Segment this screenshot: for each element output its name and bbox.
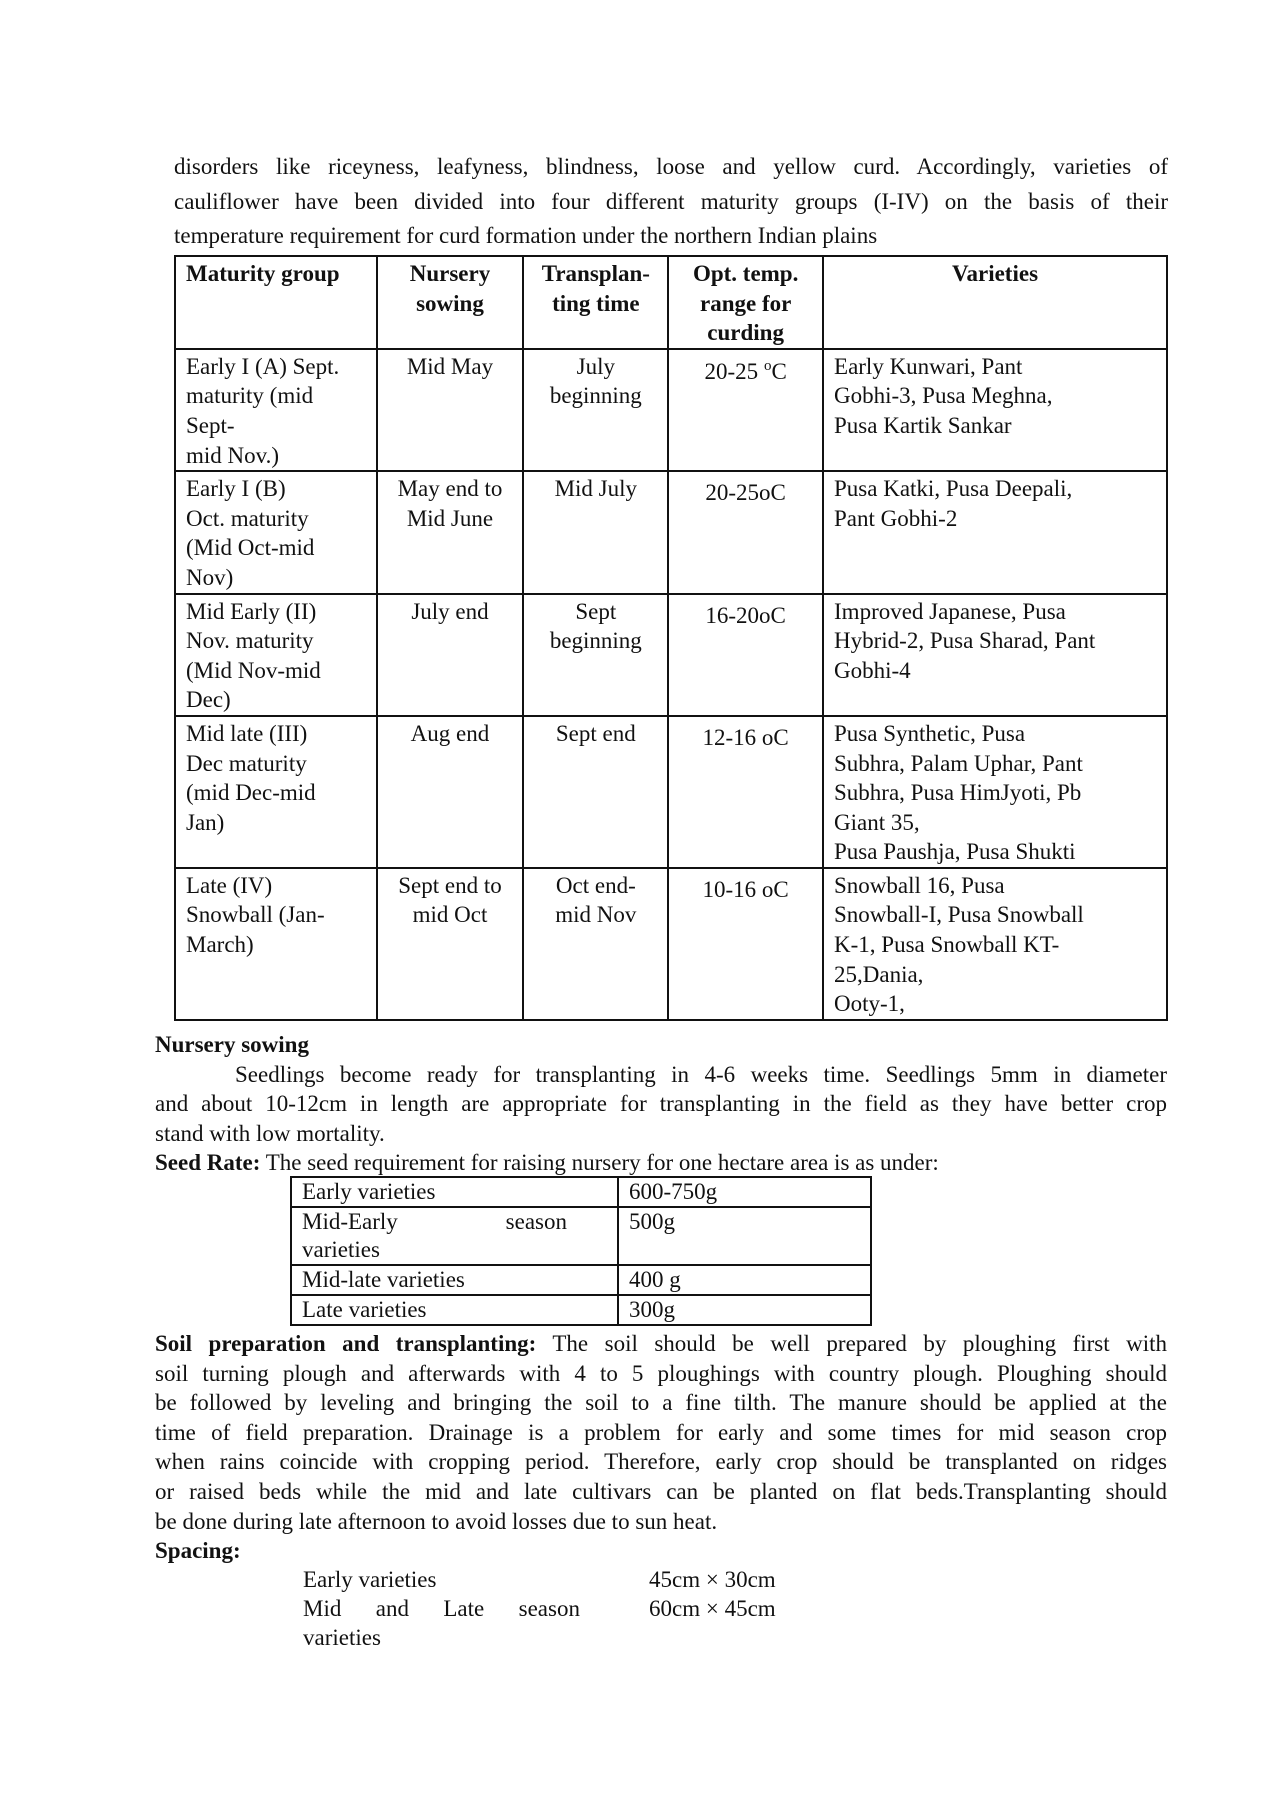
table-row [175, 716, 1167, 868]
cell-line: Dec maturity [186, 750, 307, 776]
paragraph-line [155, 1329, 1167, 1359]
cell-line: beginning [549, 628, 642, 654]
header-label: Varieties [952, 261, 1039, 286]
header-label: Transplan- [541, 261, 650, 286]
spacing-value: 45cm × 30cm [649, 1567, 776, 1592]
paragraph-line: stand with low mortality. [155, 1120, 385, 1146]
degree-symbol: o [763, 357, 772, 374]
header-varieties [823, 256, 1167, 349]
table-row [291, 1295, 871, 1325]
cell-transplanting-time [523, 594, 668, 716]
cell-line: Nov) [186, 564, 234, 590]
cell-maturity-group [175, 471, 377, 593]
temp-value: 20-25 [704, 358, 764, 384]
cell-line: Sept [575, 598, 617, 624]
cell-line: K-1, Pusa Snowball KT- [834, 932, 1060, 958]
paragraph-line: soil turning plough and afterwards with 4 to 5 ploughings with country plough. Ploughing should [155, 1360, 1167, 1386]
soil-preparation-section [155, 1329, 1167, 1566]
cell-variety: Mid-late varieties [291, 1265, 618, 1295]
word: and [375, 1596, 409, 1621]
table-header-row [175, 256, 1167, 349]
cell-line: (mid Dec-mid [186, 780, 316, 806]
maturity-group-table [174, 255, 1168, 1021]
cell-rate: 500g [618, 1207, 871, 1265]
cell-line: Gobhi-3, Pusa Meghna, [834, 383, 1053, 409]
cell-opt-temp [668, 471, 823, 593]
cell-line: Ooty-1, [834, 991, 905, 1017]
cell-line: mid Nov [555, 902, 637, 928]
spacing-variety: Early varieties [303, 1567, 437, 1592]
cell-maturity-group [175, 594, 377, 716]
header-label: range for [699, 290, 792, 316]
cell-line: Sept- [186, 412, 235, 438]
cell-line: March) [186, 932, 254, 958]
header-label: Opt. temp. [692, 261, 799, 286]
cell-line: Early Kunwari, Pant [834, 353, 1023, 379]
intro-line: temperature requirement for curd formation under the northern Indian plains [174, 223, 878, 249]
seed-rate-label: Seed Rate: [155, 1150, 261, 1176]
paragraph-line: time of field preparation. Drainage is a problem for early and some times for mid season crop [155, 1419, 1167, 1445]
header-nursery-sowing [377, 256, 524, 349]
cell-line: Improved Japanese, Pusa [834, 598, 1066, 624]
cell-variety: Early varieties [291, 1177, 618, 1207]
cell-line: Mid July [554, 476, 638, 502]
cell-line: 25,Dania, [834, 961, 924, 987]
cell-opt-temp [668, 716, 823, 868]
cell-line: Mid June [406, 505, 494, 531]
cell-line: May end to [397, 476, 503, 502]
seed-rate-line [155, 1148, 1167, 1178]
cell-line: Pusa Kartik Sankar [834, 412, 1012, 438]
cell-transplanting-time [523, 868, 668, 1020]
seed-rate-text: The seed requirement for raising nursery for one hectare area is as under: [260, 1150, 939, 1176]
spacing-value: 60cm × 45cm [649, 1596, 776, 1621]
table-row [291, 1265, 871, 1295]
section-heading: Spacing: [155, 1538, 241, 1564]
cell-opt-temp [668, 868, 823, 1020]
cell-line: Dec) [186, 687, 231, 713]
cell-varieties [823, 471, 1167, 593]
cell-variety [291, 1207, 618, 1265]
cell-line: mid Oct [412, 902, 488, 928]
cell-line: Oct. maturity [186, 505, 309, 531]
word: Mid [303, 1596, 342, 1621]
cell-nursery-sowing [377, 594, 524, 716]
paragraph-line: Seedlings become ready for transplanting in 4-6 weeks time. Seedlings 5mm in diameter [235, 1061, 1167, 1087]
paragraph-line: be followed by leveling and bringing the soil to a fine tilth. The manure should be applied at the [155, 1390, 1167, 1416]
cell-line: Pusa Paushja, Pusa Shukti [834, 839, 1076, 865]
cell-opt-temp [668, 594, 823, 716]
cell-line: Mid late (III) [186, 720, 308, 746]
cell-rate: 600-750g [618, 1177, 871, 1207]
cell-variety-line [302, 1208, 607, 1236]
cell-line: Giant 35, [834, 809, 920, 835]
cell-transplanting-time [523, 716, 668, 868]
spacing-variety [303, 1594, 580, 1624]
cell-line: Jan) [186, 809, 225, 835]
nursery-sowing-section [155, 1030, 1167, 1178]
cell-varieties [823, 868, 1167, 1020]
header-maturity-group [175, 256, 377, 349]
cell-rate: 400 g [618, 1265, 871, 1295]
table-row [175, 594, 1167, 716]
cell-line: Sept end to [398, 872, 502, 898]
cell-line: Hybrid-2, Pusa Sharad, Pant [834, 628, 1096, 654]
cell-line: Aug end [410, 720, 490, 746]
paragraph-text: The soil should be well prepared by ploughing first with [536, 1331, 1167, 1356]
cell-transplanting-time [523, 471, 668, 593]
cell-variety: Late varieties [291, 1295, 618, 1325]
paragraph-line: or raised beds while the mid and late cultivars can be planted on flat beds.Transplanting should [155, 1478, 1167, 1504]
cell-varieties [823, 594, 1167, 716]
word: Late [443, 1596, 485, 1621]
temp-value: 20-25oC [705, 480, 786, 506]
cell-line: beginning [549, 383, 642, 409]
header-opt-temp [668, 256, 823, 349]
seed-rate-table [290, 1176, 872, 1326]
intro-paragraph [174, 150, 1168, 254]
table-row [175, 868, 1167, 1020]
cell-nursery-sowing [377, 349, 524, 471]
paragraph-line: be done during late afternoon to avoid losses due to sun heat. [155, 1508, 718, 1534]
cell-line: Mid Early (II) [186, 598, 317, 624]
cell-line: Early I (A) Sept. [186, 353, 340, 379]
cell-maturity-group [175, 716, 377, 868]
cell-line: Snowball-I, Pusa Snowball [834, 902, 1084, 928]
cell-line: Snowball (Jan- [186, 902, 325, 928]
word: season [505, 1209, 567, 1234]
cell-line: Mid May [406, 353, 494, 379]
paragraph-line: when rains coincide with cropping period. Therefore, early crop should be transplanted on ridges [155, 1449, 1167, 1475]
cell-maturity-group [175, 349, 377, 471]
cell-nursery-sowing [377, 716, 524, 868]
temp-value: 10-16 oC [702, 876, 789, 902]
table-row [175, 471, 1167, 593]
word: varieties [302, 1237, 380, 1262]
cell-varieties [823, 716, 1167, 868]
header-label: sowing [416, 290, 484, 316]
cell-line: Late (IV) [186, 872, 273, 898]
cell-opt-temp [668, 349, 823, 471]
cell-transplanting-time [523, 349, 668, 471]
table-row [175, 349, 1167, 471]
header-label: ting time [552, 290, 640, 316]
cell-line: Gobhi-4 [834, 657, 911, 683]
cell-line: Subhra, Palam Uphar, Pant [834, 750, 1083, 776]
temp-value: 12-16 oC [702, 724, 789, 750]
cell-line: Early I (B) [186, 476, 286, 502]
cell-line: Pant Gobhi-2 [834, 505, 958, 531]
cell-varieties [823, 349, 1167, 471]
intro-line: cauliflower have been divided into four different maturity groups (I-IV) on the basis of their [174, 188, 1168, 214]
cell-nursery-sowing [377, 471, 524, 593]
header-transplanting-time [523, 256, 668, 349]
section-heading: Soil preparation and transplanting: [155, 1331, 537, 1356]
cell-maturity-group [175, 868, 377, 1020]
word: Mid-Early [302, 1209, 398, 1234]
cell-line: Oct end- [555, 872, 636, 898]
cell-line: July [576, 353, 615, 379]
intro-line: disorders like riceyness, leafyness, blindness, loose and yellow curd. Accordingly, varieties of [174, 154, 1168, 179]
cell-rate: 300g [618, 1295, 871, 1325]
temp-unit: C [771, 358, 787, 384]
temp-value: 16-20oC [705, 602, 786, 628]
header-label: Maturity group [186, 261, 340, 286]
cell-line: maturity (mid [186, 383, 314, 409]
cell-line: Snowball 16, Pusa [834, 872, 1005, 898]
table-row [291, 1177, 871, 1207]
section-heading: Nursery sowing [155, 1032, 309, 1057]
cell-line: Sept end [555, 720, 636, 746]
spacing-variety-cont: varieties [303, 1625, 381, 1650]
cell-line: Pusa Katki, Pusa Deepali, [834, 476, 1073, 502]
header-label: curding [707, 320, 784, 346]
paragraph-line: and about 10-12cm in length are appropriate for transplanting in the field as they have better crop [155, 1091, 1167, 1117]
cell-line: mid Nov.) [186, 442, 280, 468]
table-row [291, 1207, 871, 1265]
cell-line: July end [411, 598, 489, 624]
word: season [518, 1596, 580, 1621]
cell-line: Pusa Synthetic, Pusa [834, 720, 1026, 746]
header-label: Nursery [409, 261, 491, 286]
cell-line: (Mid Oct-mid [186, 535, 315, 561]
cell-line: (Mid Nov-mid [186, 657, 321, 683]
cell-nursery-sowing [377, 868, 524, 1020]
cell-line: Nov. maturity [186, 628, 314, 654]
cell-line: Subhra, Pusa HimJyoti, Pb [834, 780, 1082, 806]
